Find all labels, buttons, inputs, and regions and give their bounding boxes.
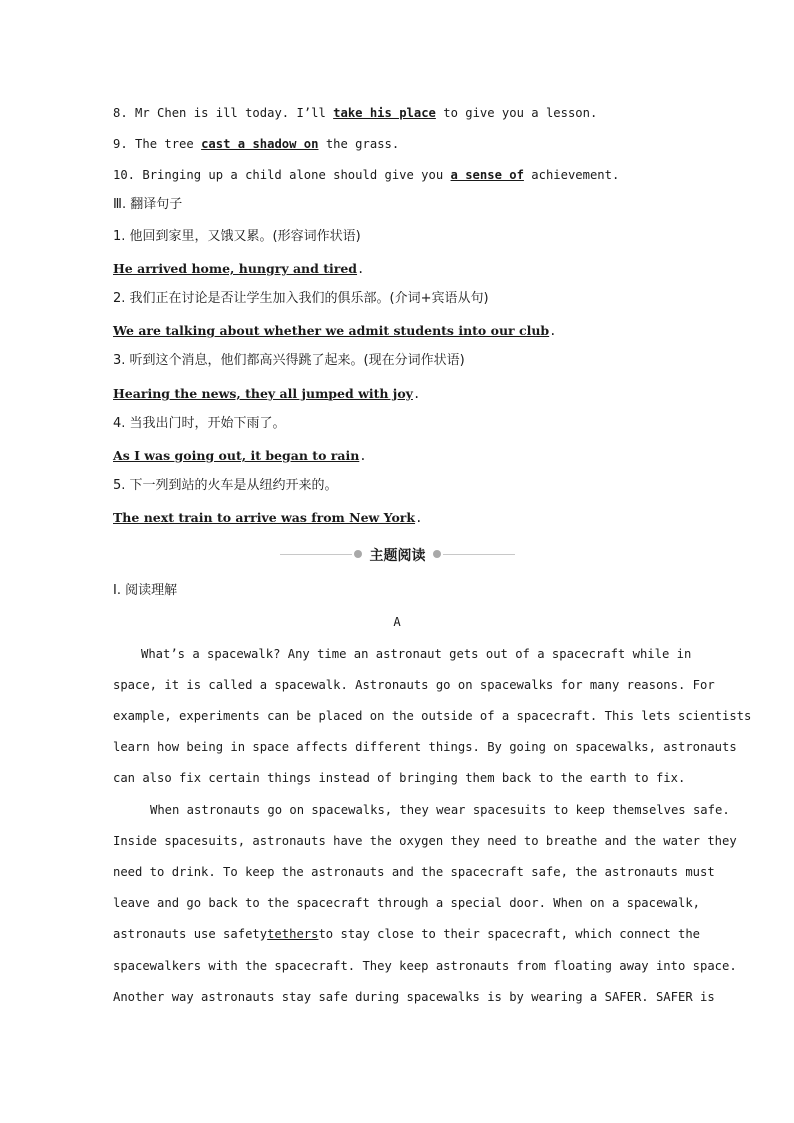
item-text-before: Mr Chen is ill today. I’ll [135, 106, 326, 120]
p1-line-5: can also fix certain things instead of bringing them back to the earth to fix. [113, 771, 686, 785]
answer-text: As I was going out, it began to rain [113, 448, 360, 463]
section-title: 主题阅读 [369, 548, 426, 564]
divider-rule-right [443, 554, 515, 555]
p2-line-5 [113, 926, 701, 942]
translation-answer-2 [113, 323, 557, 339]
translation-answer-3 [113, 386, 420, 402]
answer-period: . [357, 262, 365, 276]
translation-prompt-1: 1. 他回到家里，又饿又累。(形容词作状语) [113, 229, 361, 244]
p1-line-1: What’s a spacewalk? Any time an astronaut gets out of a spacecraft while in [141, 647, 692, 661]
answer-period: . [412, 387, 421, 401]
p2-line-1: When astronauts go on spacewalks, they wear spacesuits to keep themselves safe. [150, 803, 730, 817]
item-answer: take his place [333, 106, 436, 120]
item-text-after: to give you a lesson. [443, 106, 598, 120]
section-divider [280, 544, 515, 564]
translation-answer-5 [113, 510, 422, 526]
answer-text: He arrived home, hungry and tired [113, 261, 358, 276]
blank-item-10 [113, 167, 619, 183]
item-number: 10. [113, 168, 136, 182]
p2-line-3: need to drink. To keep the astronauts and the spacecraft safe, the astronauts must [113, 865, 715, 879]
answer-period: . [549, 324, 557, 338]
translation-answer-4 [113, 448, 367, 464]
p1-line-4: learn how being in space affects different things. By going on spacewalks, astronauts [113, 740, 737, 754]
p2-line-2: Inside spacesuits, astronauts have the oxygen they need to breathe and the water they [113, 834, 737, 848]
translation-answer-1 [113, 261, 364, 277]
translation-prompt-4: 4. 当我出门时，开始下雨了。 [113, 416, 286, 431]
passage-label: A [393, 615, 401, 629]
answer-text: The next train to arrive was from New York [113, 510, 416, 525]
text-after: to stay close to their spacecraft, which connect the [318, 927, 701, 941]
p2-line-6: spacewalkers with the spacecraft. They keep astronauts from floating away into space. [113, 959, 737, 973]
item-number: 8. [113, 106, 128, 120]
p1-line-2: space, it is called a spacewalk. Astronauts go on spacewalks for many reasons. For [113, 678, 715, 692]
translation-heading: Ⅲ. 翻译句子 [113, 197, 183, 212]
item-number: 9. [113, 137, 128, 151]
item-text-before: Bringing up a child alone should give you [142, 168, 444, 182]
p2-line-7: Another way astronauts stay safe during spacewalks is by wearing a SAFER. SAFER is [113, 990, 715, 1004]
item-text-after: the grass. [325, 137, 400, 151]
divider-dot-right [433, 550, 441, 558]
underlined-word: tethers [267, 927, 319, 941]
translation-prompt-2: 2. 我们正在讨论是否让学生加入我们的俱乐部。(介词+宾语从句) [113, 291, 489, 306]
blank-item-8 [113, 105, 597, 121]
answer-text: We are talking about whether we admit students into our club [113, 323, 550, 338]
item-answer: cast a shadow on [201, 137, 319, 151]
text-before: astronauts use safety [113, 927, 268, 941]
p1-line-3: example, experiments can be placed on the outside of a spacecraft. This lets scientists [113, 709, 752, 723]
reading-heading: Ⅰ. 阅读理解 [113, 583, 178, 598]
item-text-after: achievement. [531, 168, 620, 182]
translation-prompt-5: 5. 下一列到站的火车是从纽约开来的。 [113, 478, 338, 493]
item-text-before: The tree [135, 137, 194, 151]
p2-line-4: leave and go back to the spacecraft through a special door. When on a spacewalk, [113, 896, 700, 910]
translation-prompt-3: 3. 听到这个消息，他们都高兴得跳了起来。(现在分词作状语) [113, 353, 465, 368]
answer-text: Hearing the news, they all jumped with joy [113, 386, 413, 401]
answer-period: . [359, 449, 367, 463]
blank-item-9 [113, 136, 399, 152]
item-answer: a sense of [450, 168, 524, 182]
answer-period: . [415, 511, 423, 525]
